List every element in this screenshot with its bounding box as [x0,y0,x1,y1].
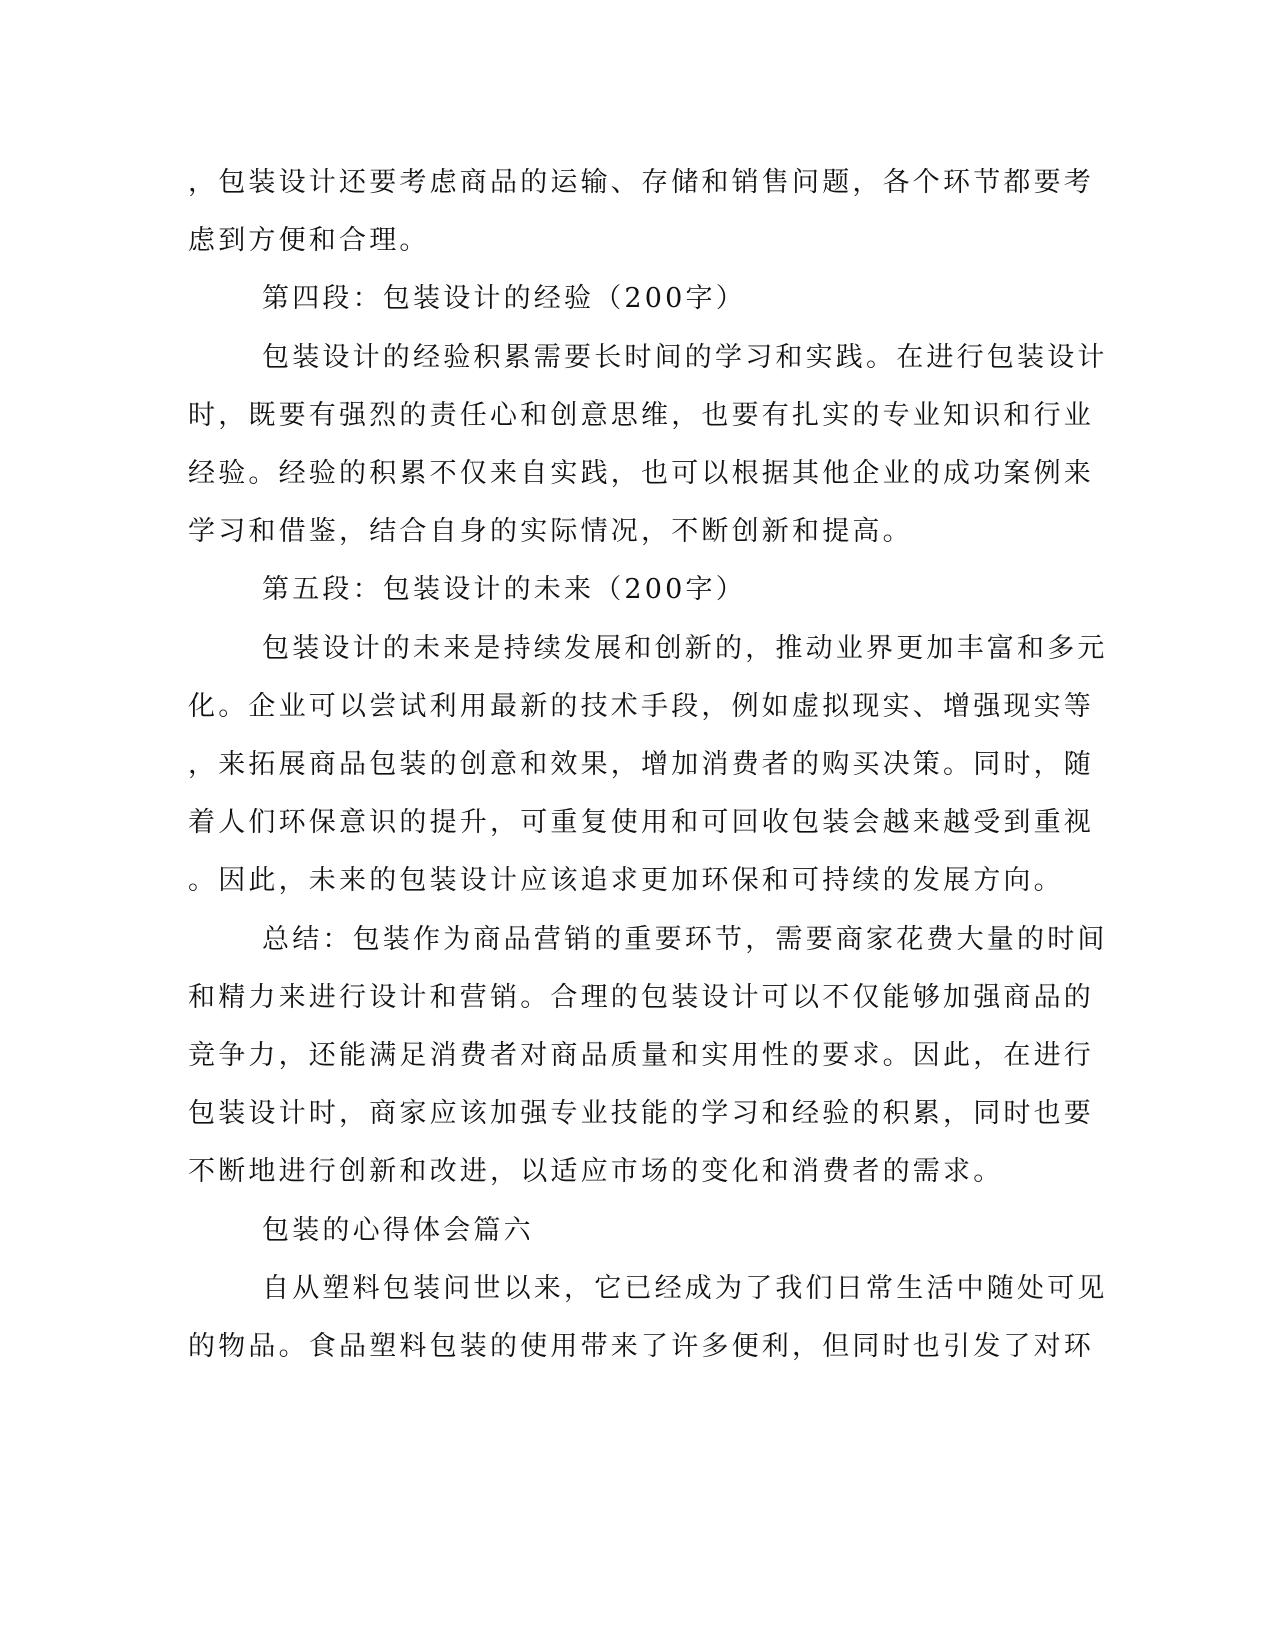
body-text-line: 经验。经验的积累不仅来自实践，也可以根据其他企业的成功案例来 [188,458,1094,489]
body-text-line: 自从塑料包装问世以来，它已经成为了我们日常生活中随处可见 [262,1273,1108,1304]
body-text-line: ，来拓展商品包装的创意和效果，增加消费者的购买决策。同时，随 [188,749,1094,780]
body-text-line: ，包装设计还要考虑商品的运输、存储和销售问题，各个环节都要考 [188,167,1094,198]
body-text-line: 竞争力，还能满足消费者对商品质量和实用性的要求。因此，在进行 [188,1040,1094,1071]
body-text-line: 学习和借鉴，结合自身的实际情况，不断创新和提高。 [188,516,913,547]
body-text-line: 。因此，未来的包装设计应该追求更加环保和可持续的发展方向。 [188,865,1064,896]
body-text-line: 和精力来进行设计和营销。合理的包装设计可以不仅能够加强商品的 [188,982,1094,1013]
body-text-line: 包装设计的未来是持续发展和创新的，推动业界更加丰富和多元 [262,633,1108,664]
body-text-line: 包装设计时，商家应该加强专业技能的学习和经验的积累，同时也要 [188,1098,1094,1129]
body-text-line: 化。企业可以尝试利用最新的技术手段，例如虚拟现实、增强现实等 [188,691,1094,722]
section-heading: 包装的心得体会篇六 [262,1215,534,1246]
body-text-line: 的物品。食品塑料包装的使用带来了许多便利，但同时也引发了对环 [188,1331,1094,1362]
section-heading: 第五段：包装设计的未来（200字） [262,574,746,605]
body-text-line: 不断地进行创新和改进，以适应市场的变化和消费者的需求。 [188,1156,1004,1187]
body-text-line: 时，既要有强烈的责任心和创意思维，也要有扎实的专业知识和行业 [188,400,1094,431]
body-text-line: 总结：包装作为商品营销的重要环节，需要商家花费大量的时间 [262,924,1108,955]
section-heading: 第四段：包装设计的经验（200字） [262,283,746,314]
body-text-line: 着人们环保意识的提升，可重复使用和可回收包装会越来越受到重视 [188,807,1094,838]
body-text-line: 虑到方便和合理。 [188,225,430,256]
body-text-line: 包装设计的经验积累需要长时间的学习和实践。在进行包装设计 [262,342,1108,373]
